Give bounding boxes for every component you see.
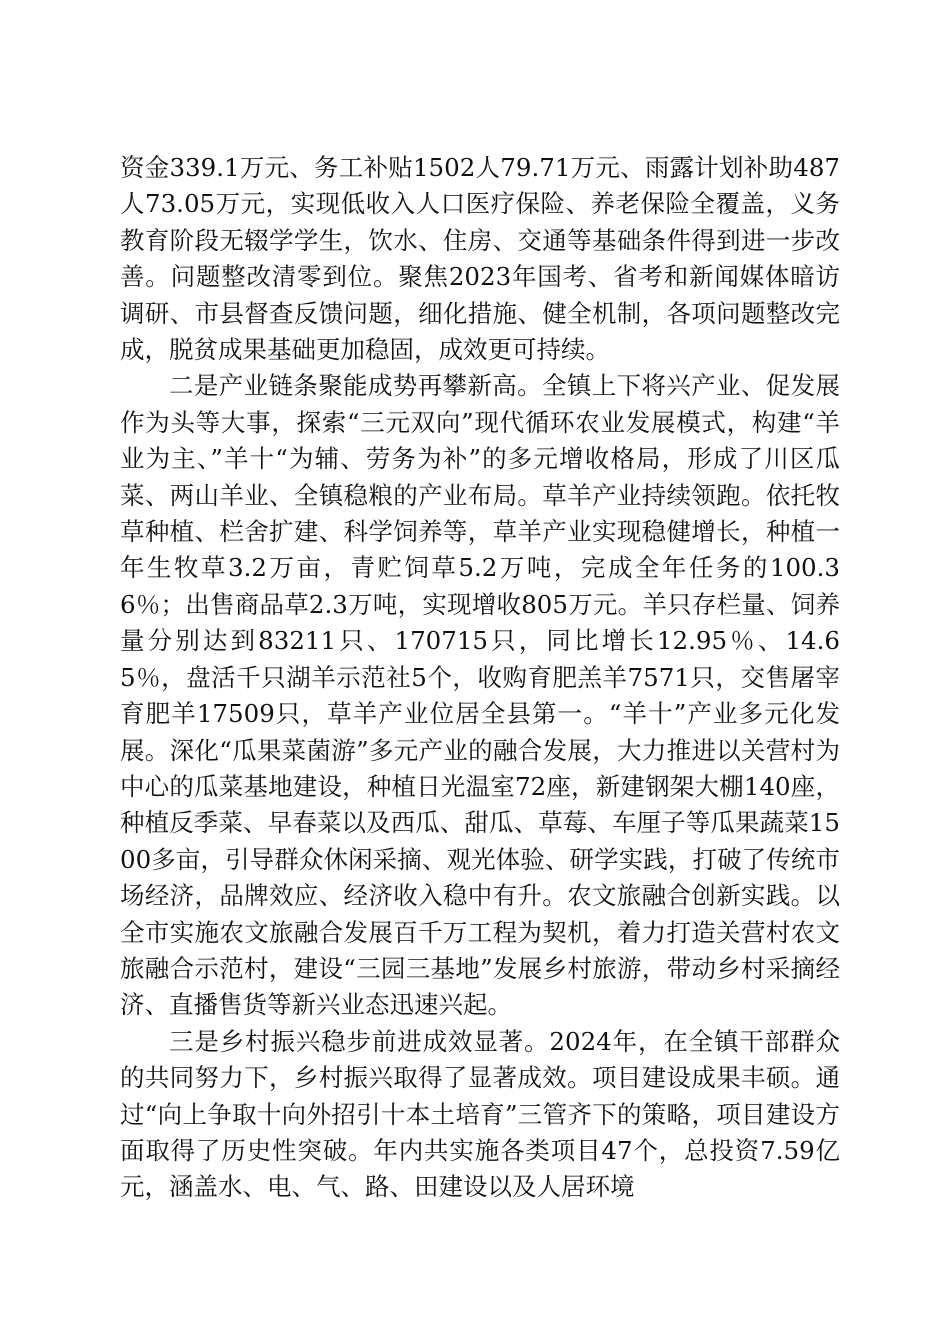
paragraph-continuation: 资金339.1万元、务工补贴1502人79.71万元、雨露计划补助487人73.05万元，实现低收入人口医疗保险、养老保险全覆盖，义务教育阶段无辍学学生，饮水、住房、交通等基础条件得到进一步改善。问题整改清零到位。聚焦2023年国考、省考和新闻媒体暗访调研、市县督查反馈问题，细化措施、健全机制，各项问题整改完成，脱贫成果基础更加稳固，成效更可持续。 xyxy=(120,153,840,365)
paragraph-rural-revitalization: 三是乡村振兴稳步前进成效显著。2024年，在全镇干部群众的共同努力下，乡村振兴取得了显著成效。项目建设成果丰硕。通过“向上争取十向外招引十本土培育”三管齐下的策略，项目建设方面取得了历史性突破。年内共实施各类项目47个，总投资7.59亿元，涵盖水、电、气、路、田建设以及人居环境 xyxy=(120,1026,840,1202)
body-text xyxy=(120,150,840,1206)
paragraph-industry-chain: 二是产业链条聚能成势再攀新高。全镇上下将兴产业、促发展作为头等大事，探索“三元双向”现代循环农业发展模式，构建“羊业为主、”羊十“为辅、劳务为补”的多元增收格局，形成了川区瓜菜、两山羊业、全镇稳粮的产业布局。草羊产业持续领跑。依托牧草种植、栏舍扩建、科学饲养等，草羊产业实现稳健增长，种植一年生牧草3.2万亩，青贮饲草5.2万吨，完成全年任务的100.36％；出售商品草2.3万吨，实现增收805万元。羊只存栏量、饲养量分别达到83211只、170715只，同比增长12.95％、14.65％，盘活千只湖羊示范社5个，收购育肥羔羊7571只，交售屠宰育肥羊17509只，草羊产业位居全县第一。“羊十”产业多元化发展。深化“瓜果菜菌游”多元产业的融合发展，大力推进以关营村为中心的瓜菜基地建设，种植日光温室72座，新建钢架大棚140座，种植反季菜、早春菜以及西瓜、甜瓜、草莓、车厘子等瓜果蔬菜1500多亩，引导群众休闲采摘、观光体验、研学实践，打破了传统市场经济，品牌效应、经济收入稳中有升。农文旅融合创新实践。以全市实施农文旅融合发展百千万工程为契机，着力打造关营村农文旅融合示范村，建设“三园三基地”发展乡村旅游，带动乡村采摘经济、直播售货等新兴业态迅速兴起。 xyxy=(120,371,840,1020)
